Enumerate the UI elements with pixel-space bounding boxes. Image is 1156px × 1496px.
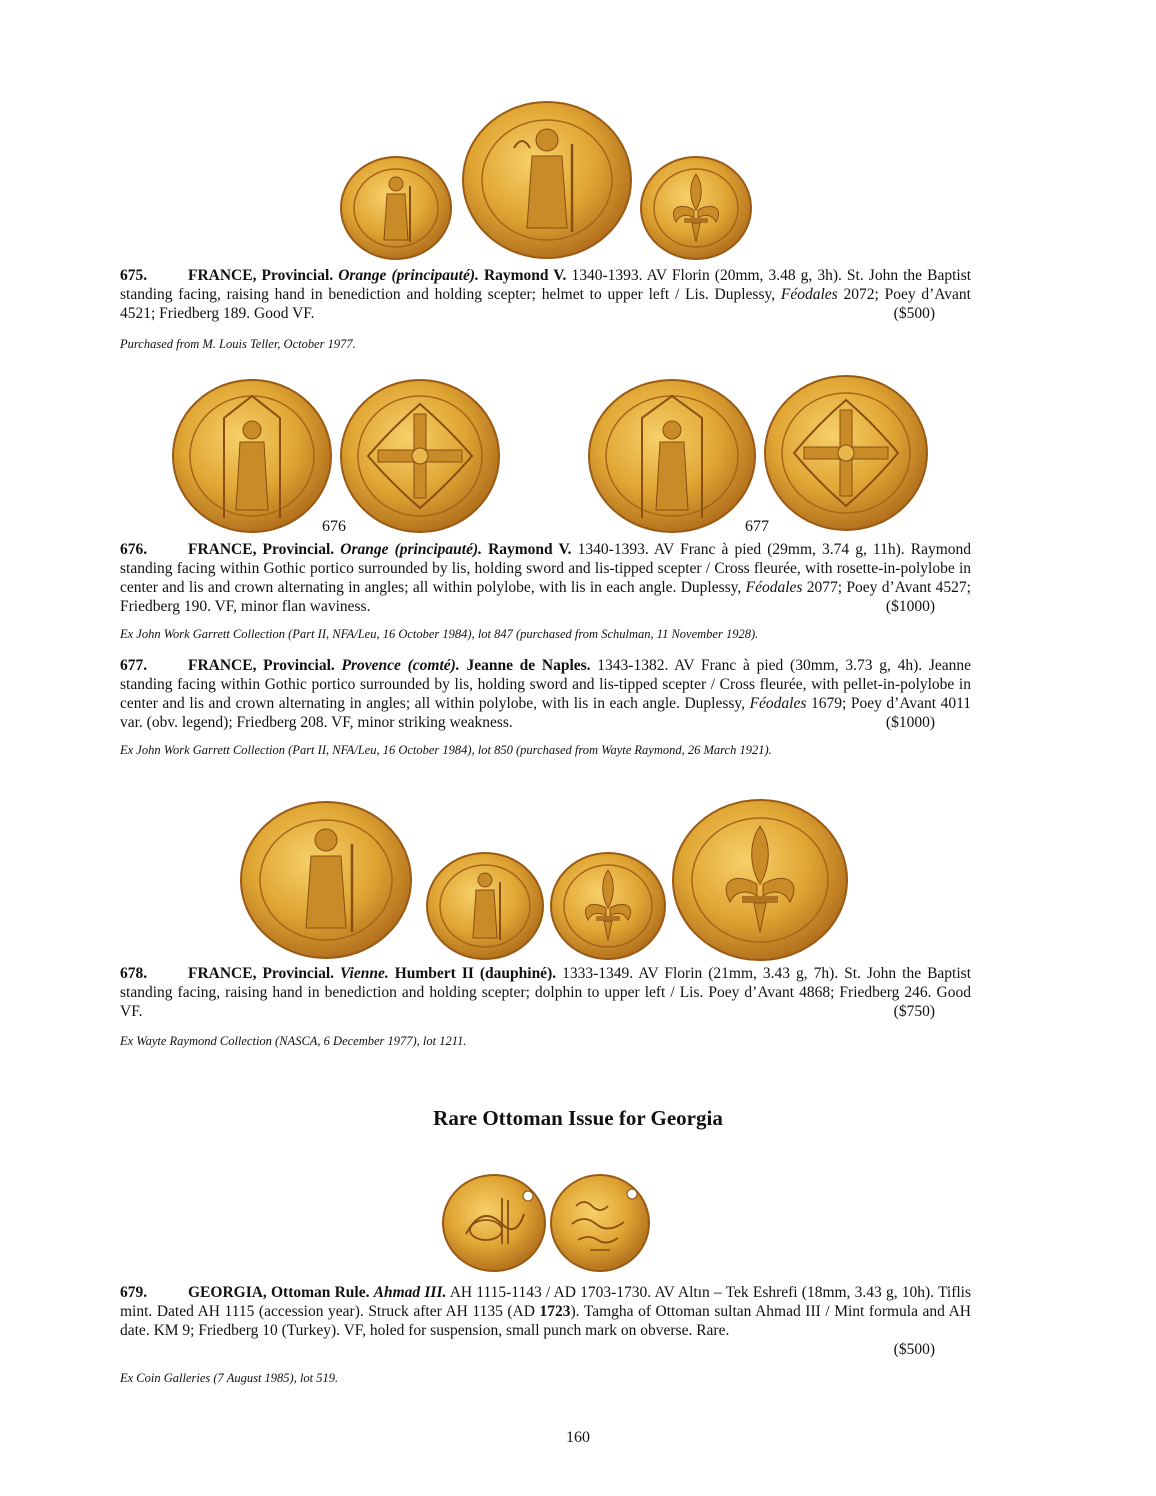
lot-description-end: 1679; Poey d’Avant 4011 var. (obv. legend); Friedberg 208. VF, minor striking weakness. <box>120 695 972 731</box>
lot-heading: GEORGIA, Ottoman Rule. <box>188 1284 370 1301</box>
franc-obverse-icon <box>172 378 332 534</box>
lot-price: ($1000) <box>885 714 935 731</box>
lot-description-end: 2077; Poey d’Avant 4527; Friedberg 190. VF, minor flan waviness. <box>120 579 971 615</box>
lot-ruler: Humbert II (dauphiné). <box>394 965 557 982</box>
lot-heading: FRANCE, Provincial. <box>188 965 335 982</box>
lot-heading: FRANCE, Provincial. <box>188 541 335 558</box>
lot-price: ($750) <box>893 1003 935 1020</box>
lot-description: 1333-1349. AV Florin (21mm, 3.43 g, 7h). St. John the Baptist standing facing, raising hand in benediction and holding scepter; dolphin to upper left / Lis. Poey d’Avant 4868; Friedberg 246. Good VF. <box>120 965 971 1020</box>
lot-number: 678. <box>120 965 148 982</box>
lot-description: 1340-1393. AV Florin (20mm, 3.48 g, 3h). St. John the Baptist standing facing, raising hand in benediction and holding scepter; helmet to upper left / Lis. Duplessy, <box>120 267 972 303</box>
lis-reverse-icon <box>640 156 752 260</box>
lis-reverse-icon <box>672 798 848 962</box>
lot-place: Orange (principauté). <box>340 541 482 558</box>
lot-reference: Féodales <box>745 579 803 596</box>
lot-provenance: Ex John Work Garrett Collection (Part II, NFA/Leu, 16 October 1984), lot 850 (purchased from Wayte Raymond, 26 March 1921). <box>120 743 772 757</box>
lot-reference: Féodales <box>749 695 807 712</box>
franc-obverse-icon <box>588 378 756 534</box>
lot-provenance: Ex Wayte Raymond Collection (NASCA, 6 December 1977), lot 1211. <box>120 1034 467 1048</box>
lot-678 <box>120 964 971 1021</box>
image-label-676: 676 <box>322 518 346 535</box>
florin-obverse-icon <box>462 100 632 260</box>
inscription-reverse-icon <box>550 1174 650 1272</box>
lot-description: AH 1115-1143 / AD 1703-1730. AV Altın – Tek Eshrefi (18mm, 3.43 g, 10h). Tiflis mint. Dated AH 1115 (accession year). Struck after AH 1135 (AD <box>120 1284 971 1320</box>
lot-ruler: Ahmad III. <box>373 1284 447 1301</box>
lot-year: 1723 <box>539 1303 571 1320</box>
lis-reverse-icon <box>550 852 666 960</box>
lot-number: 675. <box>120 267 148 284</box>
lot-provenance: Purchased from M. Louis Teller, October 1977. <box>120 337 356 351</box>
lot-number: 676. <box>120 541 148 558</box>
lot-heading: FRANCE, Provincial. <box>188 267 334 284</box>
lot-place: Provence (comté). <box>341 657 460 674</box>
lot-677 <box>120 656 971 732</box>
lot-price: ($1000) <box>885 598 935 615</box>
page-number: 160 <box>566 1429 590 1446</box>
lot-description: 1340-1393. AV Franc à pied (29mm, 3.74 g, 11h). Raymond standing facing within Gothic portico surrounded by lis, holding sword and lis-tipped scepter / Cross fleurée, with rosette-in-polylobe in center and lis and crown alternating in angles; all within polylobe, with lis in each angle. Duplessy, <box>120 541 972 596</box>
lot-provenance: Ex Coin Galleries (7 August 1985), lot 519. <box>120 1371 339 1385</box>
lot-description: 1343-1382. AV Franc à pied (30mm, 3.73 g, 4h). Jeanne standing facing within Gothic portico surrounded by lis, holding sword and lis-tipped scepter / Cross fleurée, with pellet-in-polylobe in center and lis and crown alternating in angles; all within polylobe, with lis in each angle. Duplessy, <box>120 657 972 712</box>
tughra-obverse-icon <box>442 1174 546 1272</box>
lot-ruler: Raymond V. <box>488 541 572 558</box>
section-title: Rare Ottoman Issue for Georgia <box>433 1106 723 1130</box>
lot-place: Orange (principauté). <box>338 267 479 284</box>
image-label-677: 677 <box>745 518 769 535</box>
florin-obverse-icon <box>340 156 452 260</box>
lot-provenance: Ex John Work Garrett Collection (Part II, NFA/Leu, 16 October 1984), lot 847 (purchased from Schulman, 11 November 1928). <box>120 627 759 641</box>
lot-676 <box>120 540 971 616</box>
lot-675 <box>120 266 971 323</box>
lot-heading: FRANCE, Provincial. <box>188 657 335 674</box>
lot-place: Vienne. <box>340 965 389 982</box>
lot-price: ($500) <box>893 305 935 322</box>
lot-price: ($500) <box>893 1341 935 1358</box>
lot-description-end: 2072; Poey d’Avant 4521; Friedberg 189. Good VF. <box>120 286 971 322</box>
cross-reverse-icon <box>340 378 500 534</box>
florin-obverse-icon <box>240 800 412 960</box>
florin-obverse-icon <box>426 852 544 960</box>
cross-reverse-icon <box>764 374 928 532</box>
lot-number: 679. <box>120 1284 148 1301</box>
lot-ruler: Raymond V. <box>483 267 567 284</box>
lot-description-end: ). Tamgha of Ottoman sultan Ahmad III / Mint formula and AH date. KM 9; Friedberg 10 (Turkey). VF, holed for suspension, small punch mark on obverse. Rare. <box>120 1303 972 1339</box>
lot-number: 677. <box>120 657 148 674</box>
lot-reference: Féodales <box>780 286 838 303</box>
lot-ruler: Jeanne de Naples. <box>466 657 591 674</box>
lot-679 <box>120 1283 971 1359</box>
